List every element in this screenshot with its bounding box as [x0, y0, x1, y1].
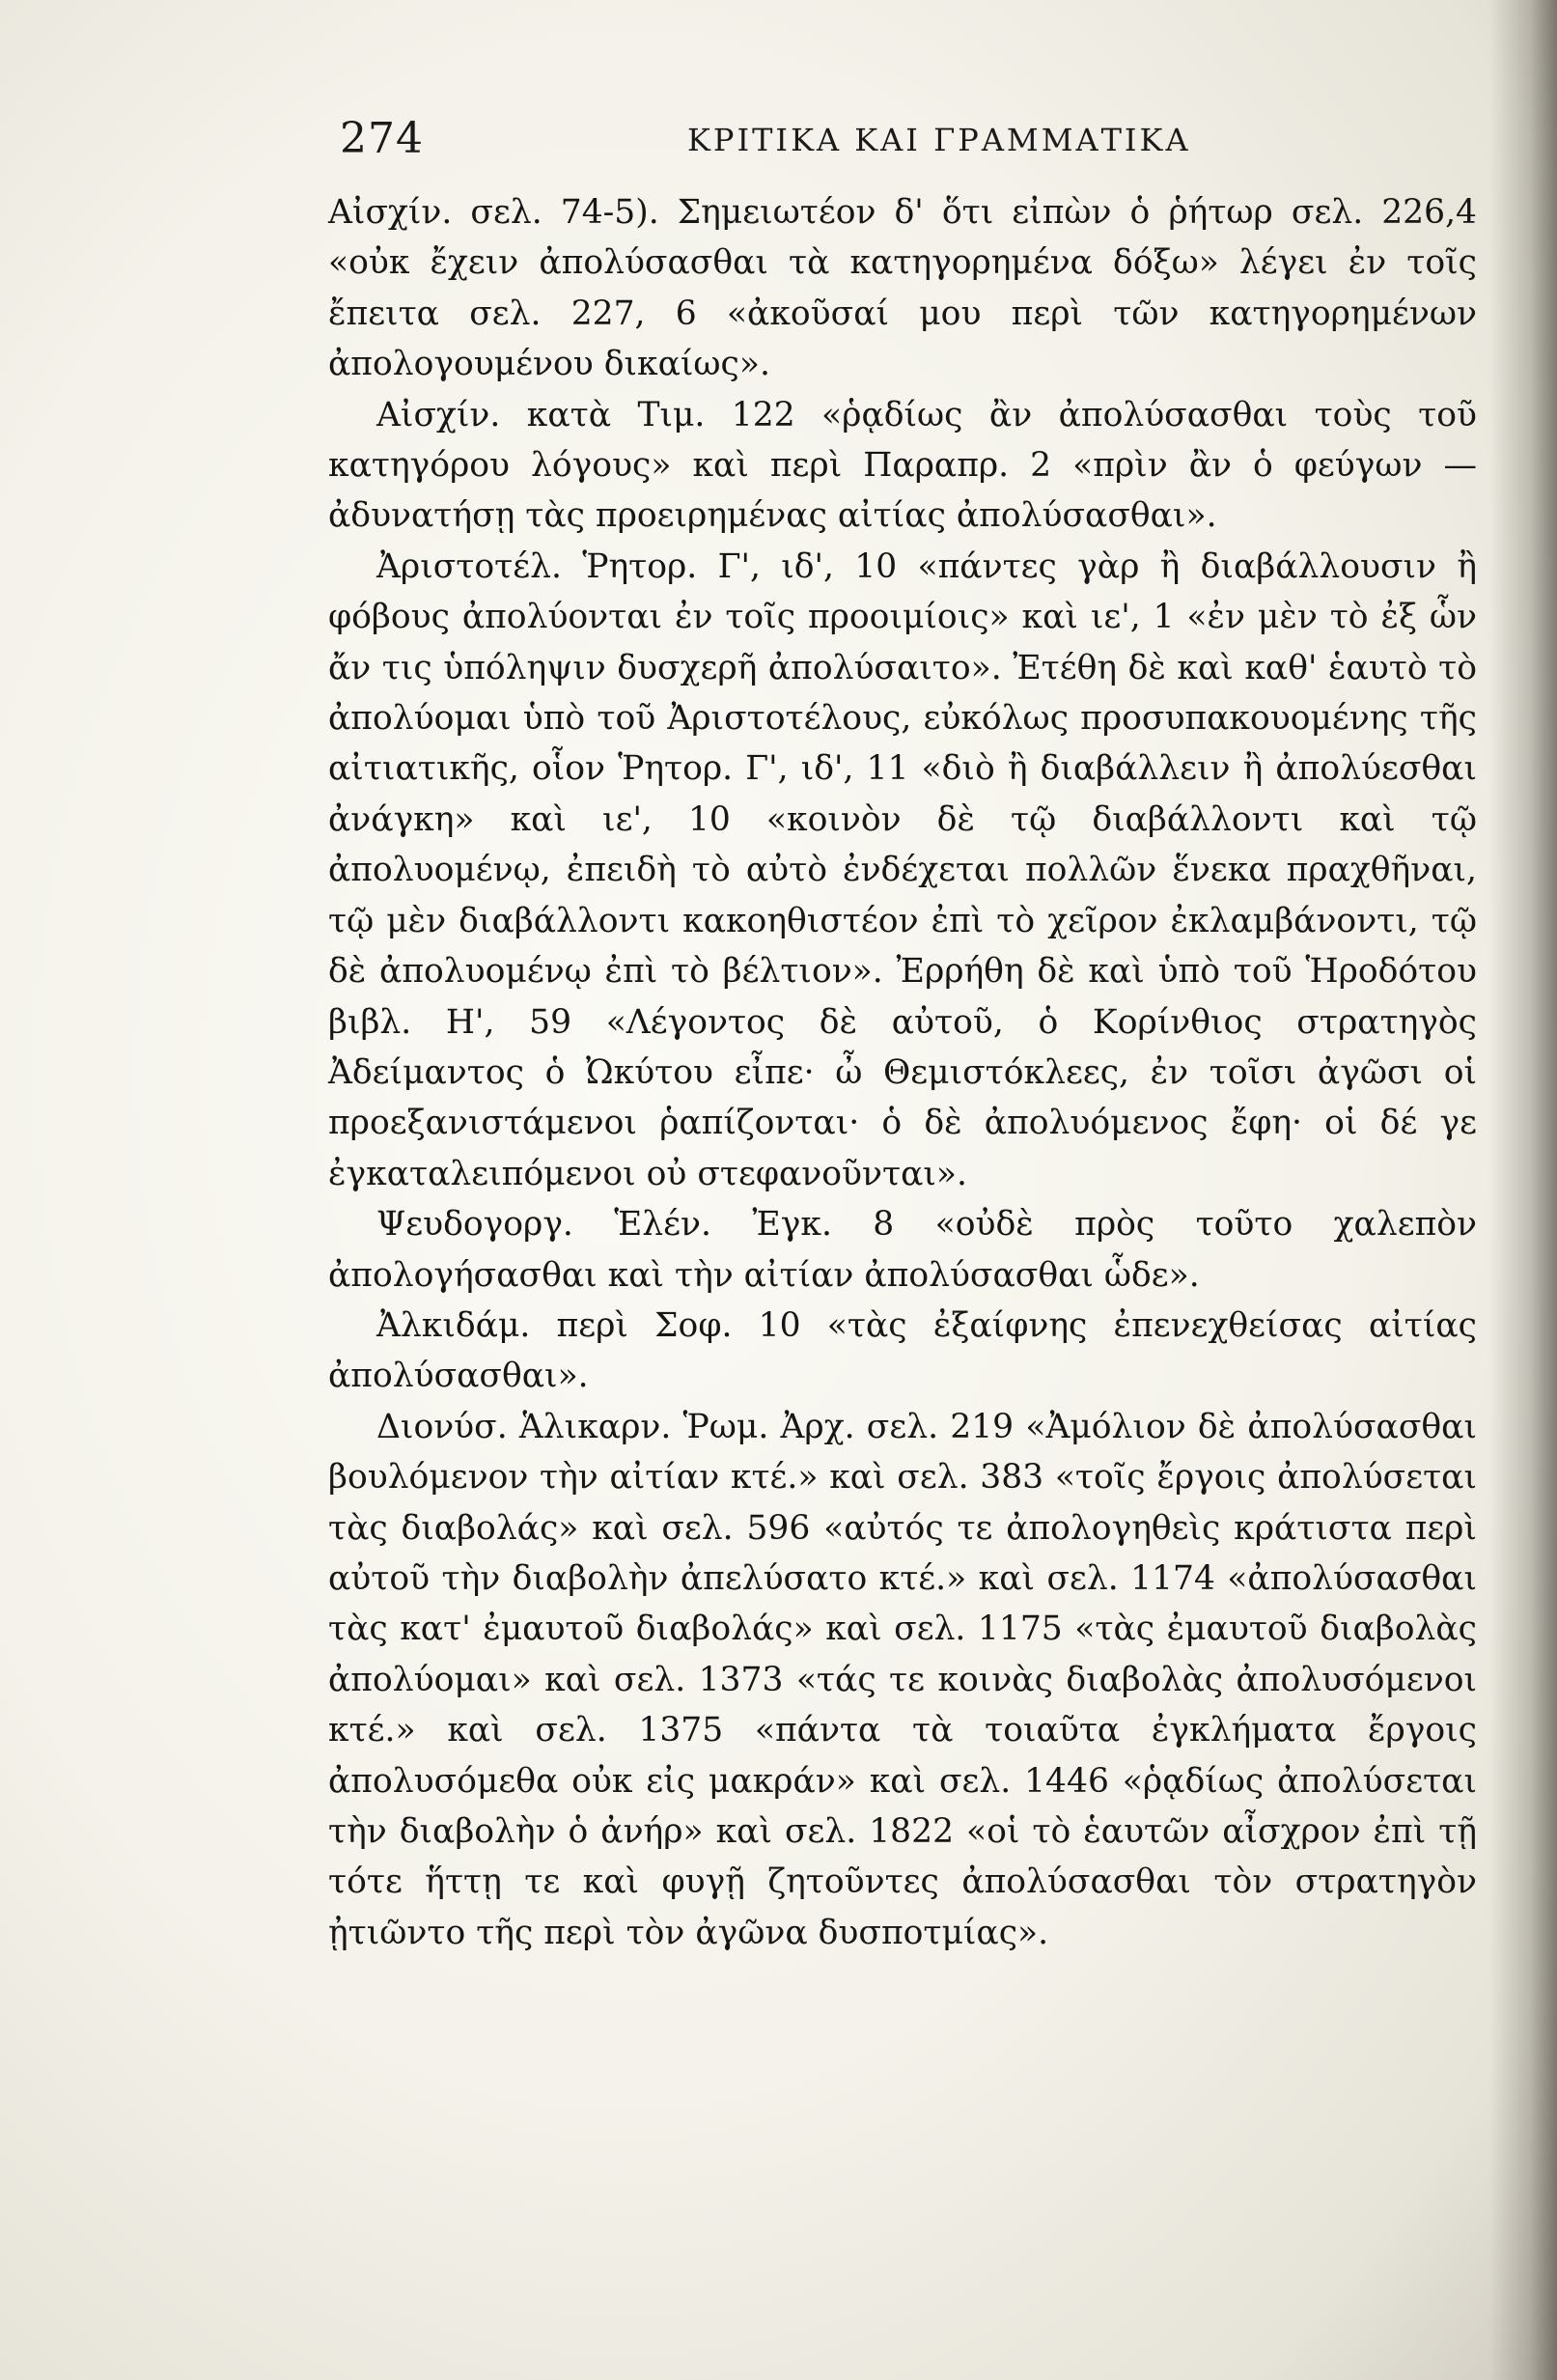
paragraph-aristotle: Ἀριστοτέλ. Ῥητορ. Γ', ιδ', 10 «πάντες γὰρ ἢ διαβάλλουσιν ἢ φόβους ἀπολύονται ἐν τοῖς προοιμίοις» καὶ ιε', 1 «ἐν μὲν τὸ ἐξ ὧν ἄν τις ὑπόληψιν δυσχερῆ ἀπολύσαιτο». Ἐτέθη δὲ καὶ καθ' ἑαυτὸ τὸ ἀπολύομαι ὑπὸ τοῦ Ἀριστοτέλους, εὐκόλως προσυπακουομένης τῆς αἰτιατικῆς, οἷον Ῥητορ. Γ', ιδ', 11 «διὸ ἢ διαβάλλειν ἢ ἀπολύεσθαι ἀνάγκη» καὶ ιε', 10 «κοινὸν δὲ τῷ διαβάλλοντι καὶ τῷ ἀπολυομένῳ, ἐπειδὴ τὸ αὐτὸ ἐνδέχεται πολλῶν ἕνεκα πραχθῆναι, τῷ μὲν διαβάλλοντι κακοηθιστέον ἐπὶ τὸ χεῖρον ἐκλαμβάνοντι, τῷ δὲ ἀπολυομένῳ ἐπὶ τὸ βέλτιον». Ἐρρήθη δὲ καὶ ὑπὸ τοῦ Ἡροδότου βιβλ. Η', 59 «Λέγοντος δὲ αὐτοῦ, ὁ Κορίνθιος στρατηγὸς Ἀδείμαντος ὁ Ὠκύτου εἶπε· ὦ Θεμιστόκλεες, ἐν τοῖσι ἀγῶσι οἱ προεξανιστάμενοι ῥαπίζονται· ὁ δὲ ἀπολυόμενος ἔφη· οἱ δέ γε ἐγκαταλειπόμενοι οὐ στεφανοῦνται».	[328, 546, 1477, 1193]
paragraph-aeschines-timarchus: Αἰσχίν. κατὰ Τιμ. 122 «ῥᾳδίως ἂν ἀπολύσασθαι τοὺς τοῦ κατηγόρου λόγους» καὶ περὶ Παραπρ. 2 «πρὶν ἂν ὁ φεύγων — ἀδυνατήσῃ τὰς προειρημένας αἰτίας ἀπολύσασθαι».	[328, 395, 1477, 536]
paragraph-dionysius: Διονύσ. Ἁλικαρν. Ῥωμ. Ἀρχ. σελ. 219 «Ἀμόλιον δὲ ἀπολύσασθαι βουλόμενον τὴν αἰτίαν κτέ.» καὶ σελ. 383 «τοῖς ἔργοις ἀπολύσεται τὰς διαβολάς» καὶ σελ. 596 «αὐτός τε ἀπολογηθεὶς κράτιστα περὶ αὐτοῦ τὴν διαβολὴν ἀπελύσατο κτέ.» καὶ σελ. 1174 «ἀπολύσασθαι τὰς κατ' ἐμαυτοῦ διαβολάς» καὶ σελ. 1175 «τὰς ἐμαυτοῦ διαβολὰς ἀπολύομαι» καὶ σελ. 1373 «τάς τε κοινὰς διαβολὰς ἀπολυσόμενοι κτέ.» καὶ σελ. 1375 «πάντα τὰ τοιαῦτα ἐγκλήματα ἔργοις ἀπολυσόμεθα οὐκ εἰς μακράν» καὶ σελ. 1446 «ῥᾳδίως ἀπολύσεται τὴν διαβολὴν ὁ ἀνήρ» καὶ σελ. 1822 «οἱ τὸ ἑαυτῶν αἶσχρον ἐπὶ τῇ τότε ἥττῃ τε καὶ φυγῇ ζητοῦντες ἀπολύσασθαι τὸν στρατηγὸν ᾐτιῶντο τῆς περὶ τὸν ἀγῶνα δυσποτμίας».	[328, 1407, 1477, 1952]
running-head: ΚΡΙΤΙΚΑ ΚΑΙ ΓΡΑΜΜΑΤΙΚΑ	[687, 122, 1191, 158]
page-number: 274	[340, 114, 424, 163]
page-header	[340, 114, 1479, 182]
paragraph-aeschines-continuation: Αἰσχίν. σελ. 74-5). Σημειωτέον δ' ὅτι εἰπὼν ὁ ῥήτωρ σελ. 226,4 «οὐκ ἔχειν ἀπολύσασθαι τὰ κατηγορημένα δόξω» λέγει ἐν τοῖς ἔπειτα σελ. 227, 6 «ἀκοῦσαί μου περὶ τῶν κατηγορημένων ἀπολογουμένου δικαίως».	[328, 193, 1477, 384]
paragraph-alcidamas: Ἀλκιδάμ. περὶ Σοφ. 10 «τὰς ἐξαίφνης ἐπενεχθείσας αἰτίας ἀπολύσασθαι».	[328, 1305, 1477, 1396]
body-text	[328, 187, 1477, 2292]
paragraph-pseudo-gorgias: Ψευδογοργ. Ἑλέν. Ἐγκ. 8 «οὐδὲ πρὸς τοῦτο χαλεπὸν ἀπολογήσασθαι καὶ τὴν αἰτίαν ἀπολύσασθαι ὧδε».	[328, 1205, 1477, 1295]
page-edge-shadow	[1489, 0, 1557, 2380]
